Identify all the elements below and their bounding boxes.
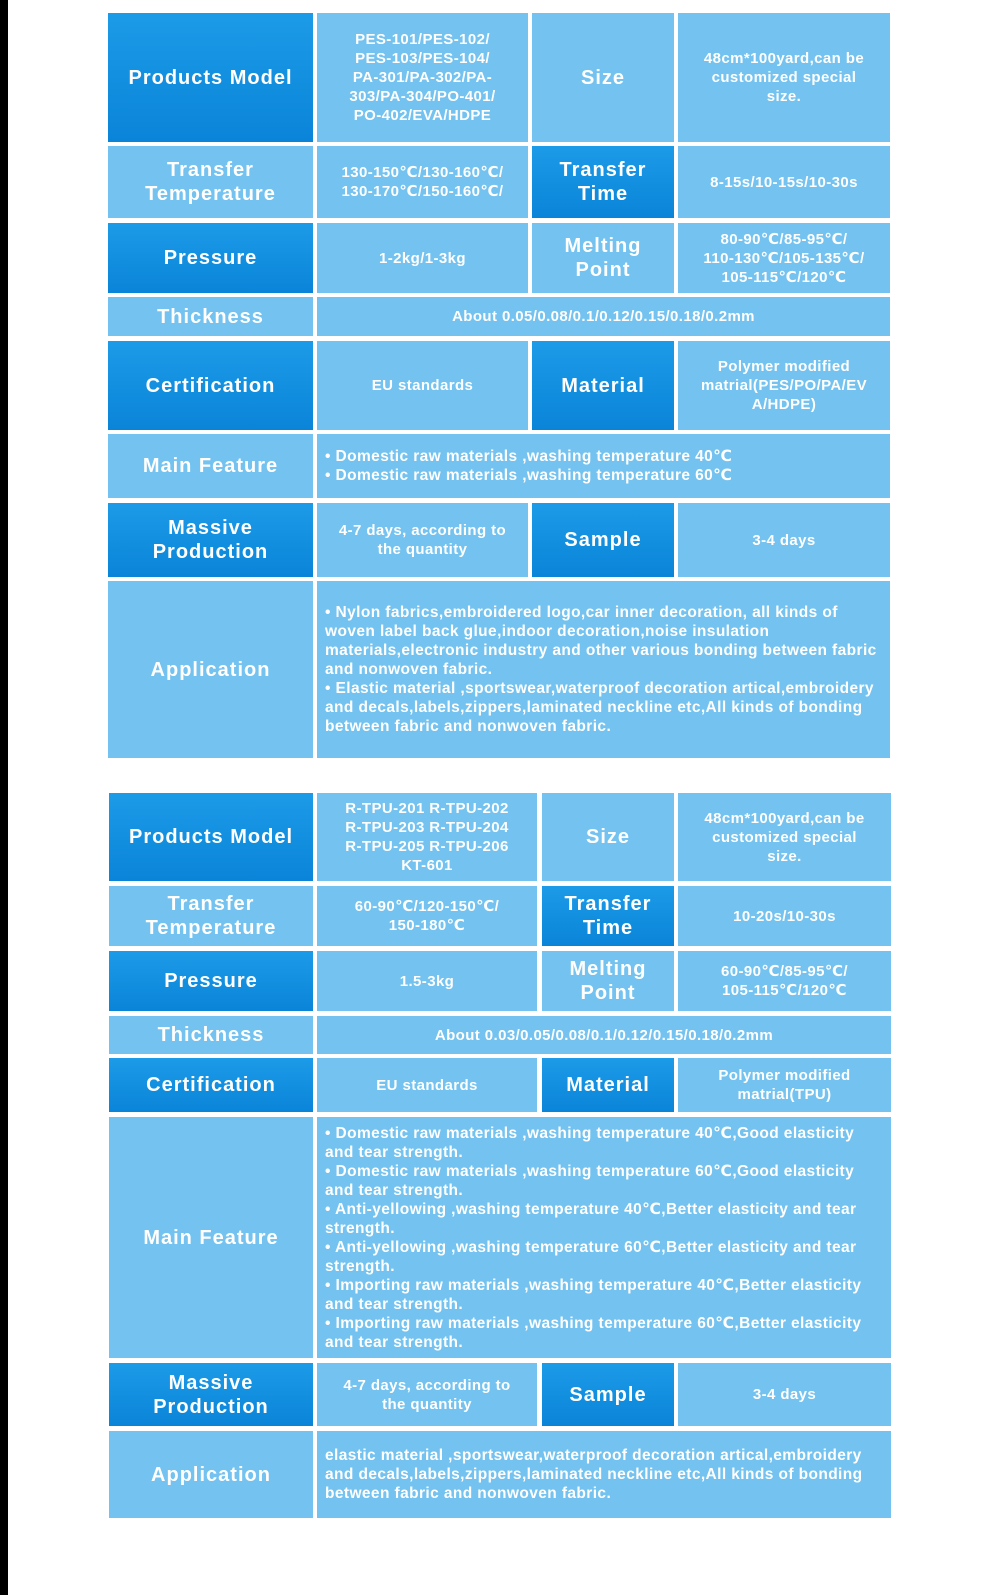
main-feature-item: • Domestic raw materials ,washing temperature 60℃: [325, 467, 733, 484]
application-list: [317, 581, 890, 758]
melting-point-label: Melting Point: [532, 223, 674, 293]
massive-production-label: Massive Production: [109, 1363, 313, 1426]
transfer-temperature-label: Transfer Temperature: [108, 146, 313, 218]
pressure-value: 1.5-3kg: [317, 951, 537, 1011]
products-model-label: Products Model: [109, 793, 313, 881]
thickness-value: About 0.03/0.05/0.08/0.1/0.12/0.15/0.18/0.2mm: [317, 1016, 891, 1054]
melting-point-value: 60-90℃/85-95℃/ 105-115℃/120℃: [678, 951, 891, 1011]
main-feature-item: • Domestic raw materials ,washing temperature 60℃,Good elasticity and tear strength.: [325, 1162, 855, 1199]
transfer-time-label: Transfer Time: [532, 146, 674, 218]
main-feature-item: • Anti-yellowing ,washing temperature 40℃,Better elasticity and tear strength.: [325, 1200, 857, 1237]
pressure-label: Pressure: [108, 223, 313, 293]
application-item: • Elastic material ,sportswear,waterproof decoration artical,embroidery and decals,labels,zippers,laminated neckline etc,All kinds of bonding between fabric and nonwoven fabric.: [325, 680, 874, 735]
application-value: [317, 1431, 891, 1518]
melting-point-label: Melting Point: [542, 951, 674, 1011]
thickness-label: Thickness: [109, 1016, 313, 1054]
application-item: • Nylon fabrics,embroidered logo,car inner decoration, all kinds of woven label back glue,indoor decoration,noise insulation materials,electronic industry and other various bonding between fabric and nonwoven fabric.: [325, 604, 877, 678]
transfer-temperature-label: Transfer Temperature: [109, 886, 313, 946]
pressure-value: 1-2kg/1-3kg: [317, 223, 528, 293]
sample-label: Sample: [542, 1363, 674, 1426]
transfer-time-label: Transfer Time: [542, 886, 674, 946]
transfer-temperature-value: 130-150℃/130-160℃/ 130-170℃/150-160℃/: [317, 146, 528, 218]
main-feature-item: • Importing raw materials ,washing temperature 60℃,Better elasticity and tear strength.: [325, 1314, 862, 1351]
material-value: Polymer modified matrial(TPU): [678, 1058, 891, 1112]
certification-label: Certification: [108, 341, 313, 430]
main-feature-list: [317, 434, 890, 498]
main-feature-list: [317, 1117, 891, 1358]
main-feature-item: • Domestic raw materials ,washing temperature 40℃,Good elasticity and tear strength.: [325, 1124, 855, 1161]
massive-production-label: Massive Production: [108, 503, 313, 577]
material-label: Material: [542, 1058, 674, 1112]
application-label: Application: [108, 581, 313, 758]
products-model-value: PES-101/PES-102/ PES-103/PES-104/ PA-301/PA-302/PA- 303/PA-304/PO-401/ PO-402/EVA/HDPE: [317, 13, 528, 142]
thickness-label: Thickness: [108, 297, 313, 336]
massive-production-value: 4-7 days, according to the quantity: [317, 1363, 537, 1426]
transfer-time-value: 10-20s/10-30s: [678, 886, 891, 946]
sample-value: 3-4 days: [678, 1363, 891, 1426]
sample-value: 3-4 days: [678, 503, 890, 577]
massive-production-value: 4-7 days, according to the quantity: [317, 503, 528, 577]
main-feature-label: Main Feature: [109, 1117, 313, 1358]
products-model-label: Products Model: [108, 13, 313, 142]
main-feature-item: • Domestic raw materials ,washing temperature 40℃: [325, 448, 733, 465]
certification-value: EU standards: [317, 1058, 537, 1112]
main-feature-item: • Anti-yellowing ,washing temperature 60℃,Better elasticity and tear strength.: [325, 1238, 857, 1275]
size-label: Size: [532, 13, 674, 142]
transfer-temperature-value: 60-90℃/120-150℃/ 150-180℃: [317, 886, 537, 946]
main-feature-item: • Importing raw materials ,washing temperature 40℃,Better elasticity and tear strength.: [325, 1276, 862, 1313]
application-label: Application: [109, 1431, 313, 1518]
size-value: 48cm*100yard,can be customized special size.: [678, 13, 890, 142]
material-value: Polymer modified matrial(PES/PO/PA/EV A/HDPE): [678, 341, 890, 430]
certification-label: Certification: [109, 1058, 313, 1112]
thickness-value: About 0.05/0.08/0.1/0.12/0.15/0.18/0.2mm: [317, 297, 890, 336]
melting-point-value: 80-90℃/85-95℃/ 110-130℃/105-135℃/ 105-115℃/120℃: [678, 223, 890, 293]
main-feature-label: Main Feature: [108, 434, 313, 498]
size-label: Size: [542, 793, 674, 881]
material-label: Material: [532, 341, 674, 430]
sample-label: Sample: [532, 503, 674, 577]
application-item: elastic material ,sportswear,waterproof decoration artical,embroidery and decals,labels,zippers,laminated neckline etc,All kinds of bonding between fabric and nonwoven fabric.: [325, 1447, 863, 1502]
pressure-label: Pressure: [109, 951, 313, 1011]
transfer-time-value: 8-15s/10-15s/10-30s: [678, 146, 890, 218]
products-model-value: R-TPU-201 R-TPU-202 R-TPU-203 R-TPU-204 R-TPU-205 R-TPU-206 KT-601: [317, 793, 537, 881]
certification-value: EU standards: [317, 341, 528, 430]
size-value: 48cm*100yard,can be customized special size.: [678, 793, 891, 881]
left-edge-strip: [0, 0, 8, 1595]
